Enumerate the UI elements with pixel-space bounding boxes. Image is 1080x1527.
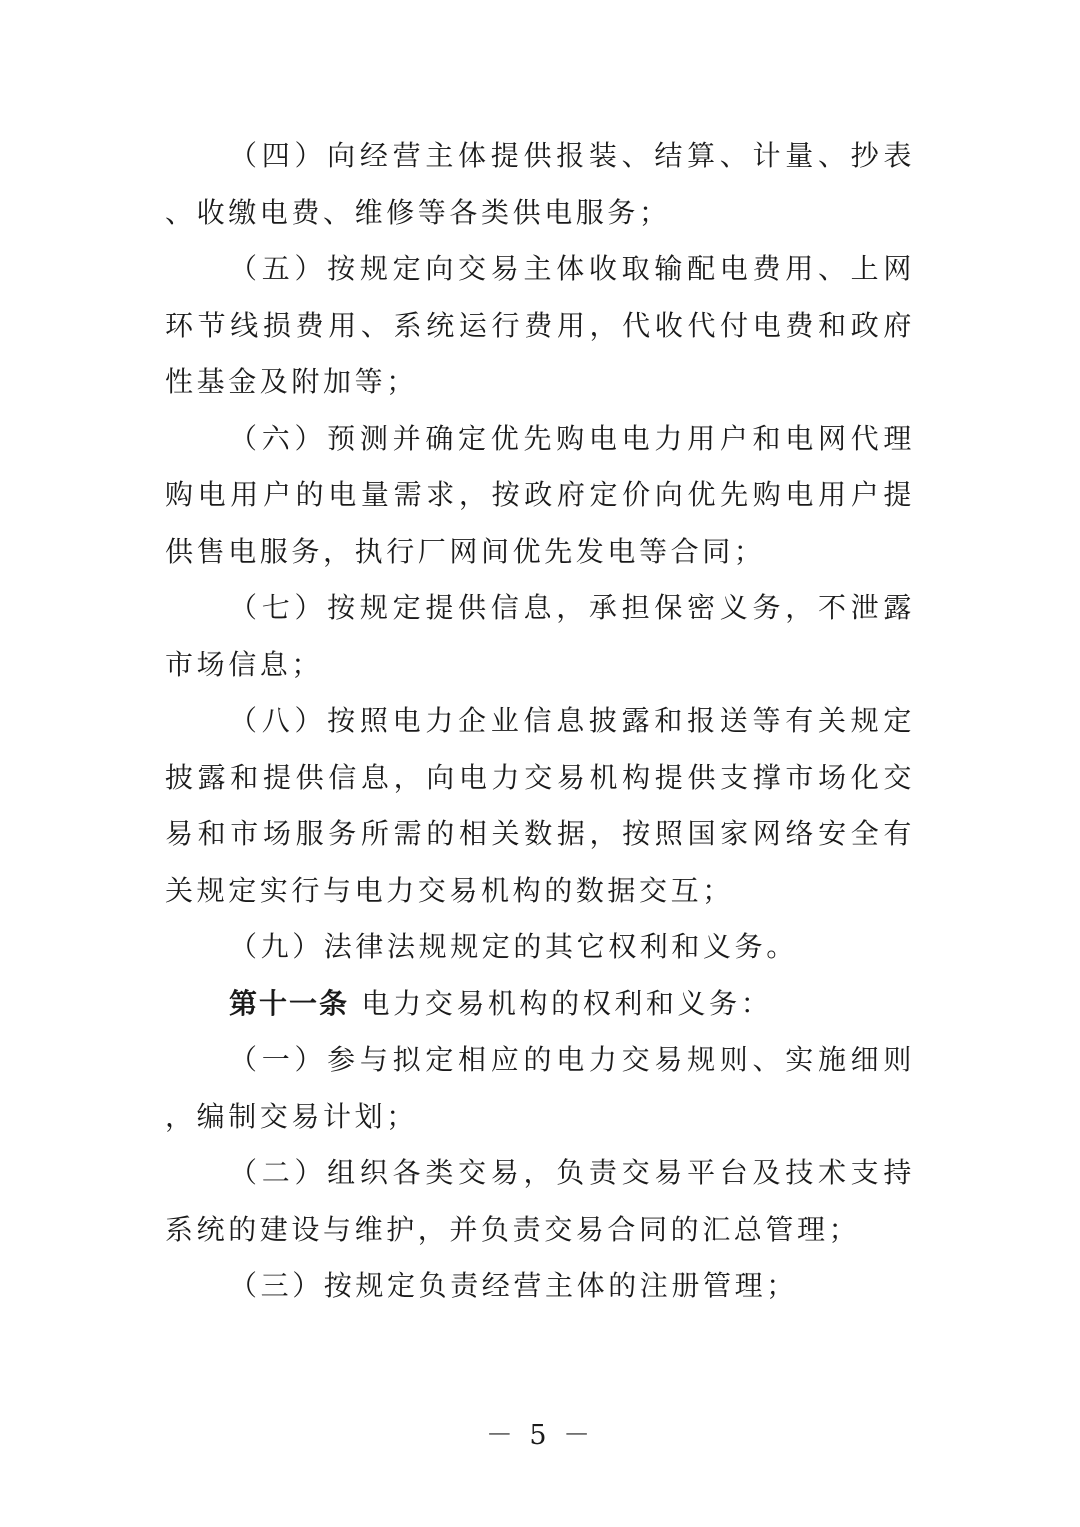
clause-item-6: （六）预测并确定优先购电电力用户和电网代理购电用户的电量需求，按政府定价向优先购电用户提供售电服务，执行厂网间优先发电等合同；: [165, 421, 915, 568]
page-number: － 5 －: [485, 1420, 595, 1451]
clause-item-9: （九）法律法规规定的其它权利和义务。: [229, 930, 798, 963]
clause-item-4: （四）向经营主体提供报装、结算、计量、抄表、收缴电费、维修等各类供电服务；: [165, 139, 915, 229]
clause-item-7: （七）按规定提供信息，承担保密义务，不泄露市场信息；: [165, 591, 915, 681]
article-number: 第十一条: [229, 986, 350, 1020]
article-item-3: （三）按规定负责经营主体的注册管理；: [229, 1269, 798, 1302]
clause-item-8: （八）按照电力企业信息披露和报送等有关规定披露和提供信息，向电力交易机构提供支撑市场化交易和市场服务所需的相关数据，按照国家网络安全有关规定实行与电力交易机构的数据交互；: [165, 704, 915, 907]
document-body: [165, 128, 915, 1315]
clause-item-5: （五）按规定向交易主体收取输配电费用、上网环节线损费用、系统运行费用，代收代付电费和政府性基金及附加等；: [165, 252, 915, 398]
article-item-2: （二）组织各类交易，负责交易平台及技术支持系统的建设与维护，并负责交易合同的汇总管理；: [165, 1156, 915, 1246]
article-heading: [165, 976, 915, 1033]
article-item-1: （一）参与拟定相应的电力交易规则、实施细则，编制交易计划；: [165, 1043, 915, 1133]
article-title: 电力交易机构的权利和义务：: [349, 986, 773, 1020]
